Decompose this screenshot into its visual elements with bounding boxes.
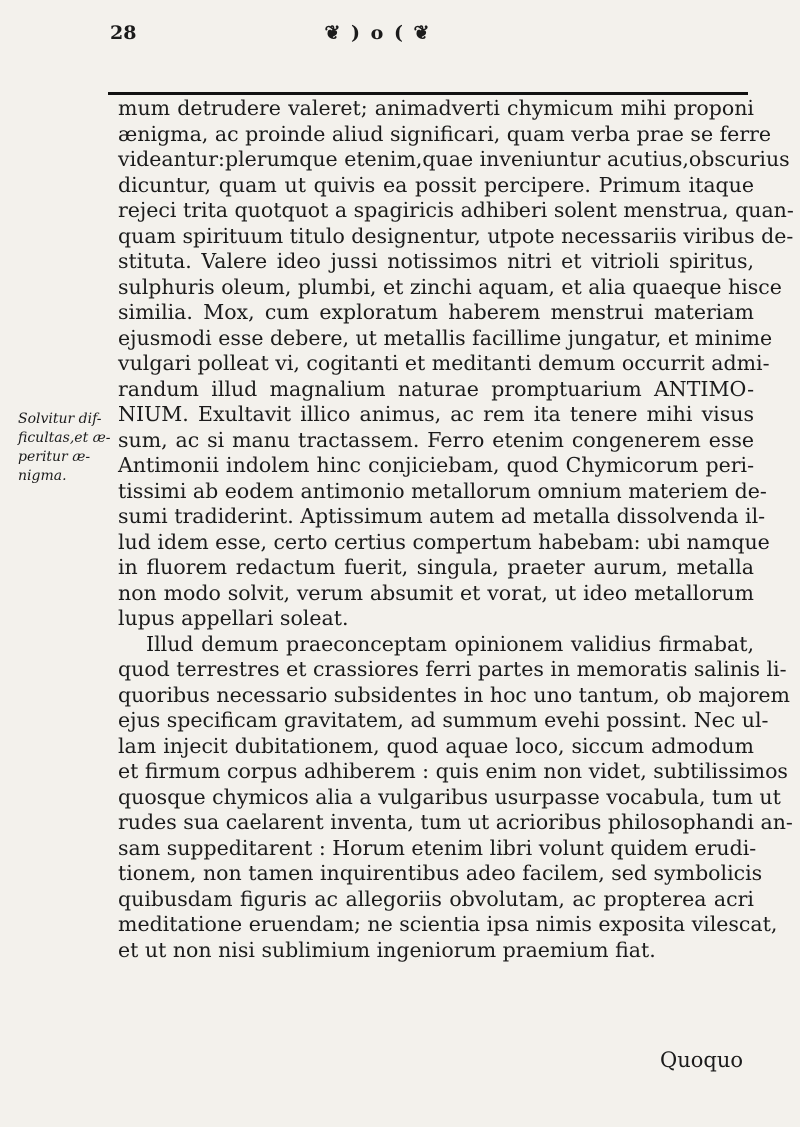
page-number: 28 [110, 22, 137, 44]
text-line: lam injecit dubitationem, quod aquae loco, siccum admodum [118, 733, 754, 758]
text-line: similia. Mox, cum exploratum haberem menstrui materiam [118, 300, 754, 324]
text-line: non modo solvit, verum absumit et vorat, ut ideo metallorum [118, 580, 754, 605]
text-line: tionem, non tamen inquirentibus adeo facilem, sed symbolicis [118, 861, 763, 885]
margin-note-line: nigma. [18, 468, 67, 484]
text-line: quoribus necessario subsidentes in hoc uno tantum, ob majorem [118, 682, 790, 707]
header-ornament: ❦ ) o ( ❦ [324, 22, 432, 44]
text-line: sulphuris oleum, plumbi, et zinchi aquam, et alia quaeque hisce [118, 274, 782, 299]
text-line: ejusmodi esse debere, ut metallis facillime jungatur, et minime [118, 325, 773, 350]
catchword: Quoquo [660, 1048, 743, 1072]
text-line: quam spirituum titulo designentur, utpote necessariis viribus de- [118, 223, 794, 248]
text-line: rudes sua caelarent inventa, tum ut acrioribus philosophandi an- [118, 810, 793, 834]
body-text [118, 96, 794, 963]
text-line: stituta. Valere ideo jussi notissimos nitri et vitrioli spiritus, [118, 249, 754, 273]
text-line: quibusdam figuris ac allegoriis obvolutam, ac propterea acri [118, 886, 754, 911]
margin-note-line: peritur æ- [18, 449, 91, 465]
margin-note-line: ficultas,et æ- [18, 430, 111, 446]
text-line: Antimonii indolem hinc conjiciebam, quod Chymicorum peri- [118, 453, 754, 477]
text-line: randum illud magnalium naturae promptuarium ANTIMO- [118, 376, 754, 401]
text-line: Illud demum praeconceptam opinionem validius firmabat, [146, 631, 754, 656]
text-line: lupus appellari soleat. [118, 606, 349, 630]
text-line: lud idem esse, certo certius compertum habebam: ubi namque [118, 529, 770, 554]
text-line: sam suppeditarent : Horum etenim libri volunt quidem erudi- [118, 835, 757, 860]
text-line: tissimi ab eodem antimonio metallorum omnium materiem de- [118, 478, 767, 503]
margin-note [18, 410, 114, 486]
text-line: sumi tradiderint. Aptissimum autem ad metalla dissolvenda il- [118, 504, 766, 528]
text-line: ænigma, ac proinde aliud significari, quam verba prae se ferre [118, 121, 772, 146]
text-line: et firmum corpus adhiberem : quis enim non videt, subtilissimos [118, 759, 788, 783]
text-line: ejus specificam gravitatem, ad summum evehi possint. Nec ul- [118, 708, 769, 732]
text-line: videantur:plerumque etenim,quae inveniuntur acutius,obscurius [118, 147, 790, 171]
text-line: quosque chymicos alia a vulgaribus usurpasse vocabula, tum ut [118, 784, 781, 809]
text-line: mum detrudere valeret; animadverti chymicum mihi proponi [118, 96, 754, 120]
text-line: vulgari polleat vi, cogitanti et meditanti demum occurrit admi- [118, 351, 770, 375]
text-line: meditatione eruendam; ne scientia ipsa nimis exposita vilescat, [118, 912, 778, 936]
text-line: in fluorem redactum fuerit, singula, praeter aurum, metalla [118, 555, 754, 579]
text-line: et ut non nisi sublimium ingeniorum praemium fiat. [118, 937, 656, 962]
text-line: sum, ac si manu tractassem. Ferro etenim congenerem esse [118, 427, 754, 452]
margin-note-line: Solvitur dif- [18, 411, 102, 427]
text-line: dicuntur, quam ut quivis ea possit percipere. Primum itaque [118, 172, 754, 197]
text-line: NIUM. Exultavit illico animus, ac rem ita tenere mihi visus [118, 402, 754, 426]
text-line: rejeci trita quotquot a spagiricis adhiberi solent menstrua, quan- [118, 198, 794, 222]
text-line: quod terrestres et crassiores ferri partes in memoratis salinis li- [118, 657, 787, 681]
running-header [108, 22, 748, 82]
header-rule [108, 92, 748, 95]
